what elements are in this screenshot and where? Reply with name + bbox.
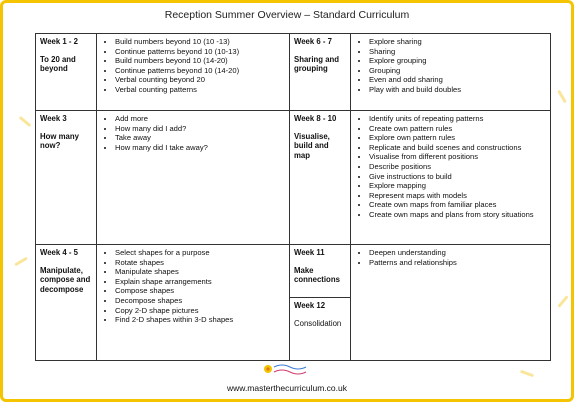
footer-url: www.masterthecurriculum.co.uk	[227, 383, 347, 393]
list-item: • Create own maps and plans from story situations	[369, 210, 546, 220]
week-cell	[290, 34, 351, 111]
list-item: • How many did I take away?	[115, 143, 285, 153]
list-item: • Give instructions to build	[369, 172, 546, 182]
list-item: • Represent maps with models	[369, 191, 546, 201]
content-cell	[351, 34, 551, 111]
list-item: • Build numbers beyond 10 (10 -13)	[115, 37, 285, 47]
topic-label: Consolidation	[294, 318, 342, 328]
content-list	[355, 37, 546, 95]
topic-label: To 20 and beyond	[40, 54, 76, 74]
content-cell	[97, 111, 290, 245]
list-item: • Patterns and relationships	[369, 258, 546, 268]
list-item: • Explore grouping	[369, 56, 546, 66]
topic-label: How many now?	[40, 131, 79, 151]
week-cell	[290, 111, 351, 245]
content-cell	[351, 111, 551, 245]
topic-label: Sharing and grouping	[294, 54, 340, 74]
list-item: • How many did I add?	[115, 124, 285, 134]
content-list	[101, 114, 285, 152]
topic-label: Visualise, build and map	[294, 131, 330, 160]
list-item: • Explore sharing	[369, 37, 546, 47]
content-list	[355, 248, 546, 267]
list-item: • Create own maps from familiar places	[369, 200, 546, 210]
overview-table	[35, 33, 551, 361]
topic-label: Make connections	[294, 265, 340, 285]
master-the-curriculum-logo	[262, 361, 312, 378]
week-cell	[36, 111, 97, 245]
list-item: • Play with and build doubles	[369, 85, 546, 95]
list-item: • Build numbers beyond 10 (14-20)	[115, 56, 285, 66]
week-label: Week 3	[40, 114, 67, 123]
list-item: • Manipulate shapes	[115, 267, 285, 277]
list-item: • Add more	[115, 114, 285, 124]
table-row	[36, 34, 551, 111]
list-item: • Describe positions	[369, 162, 546, 172]
list-item: • Deepen understanding	[369, 248, 546, 258]
week-label: Week 11	[294, 248, 325, 257]
list-item: • Select shapes for a purpose	[115, 248, 285, 258]
content-cell	[351, 245, 551, 361]
list-item: • Identify units of repeating patterns	[369, 114, 546, 124]
week-label: Week 4 - 5	[40, 248, 78, 257]
list-item: • Verbal counting beyond 20	[115, 75, 285, 85]
content-list	[101, 37, 285, 95]
week-part	[290, 297, 350, 331]
week-label: Week 12	[294, 301, 326, 310]
list-item: • Take away	[115, 133, 285, 143]
list-item: • Find 2-D shapes within 3-D shapes	[115, 315, 285, 325]
list-item: • Explore mapping	[369, 181, 546, 191]
list-item: • Continue patterns beyond 10 (14-20)	[115, 66, 285, 76]
week-cell	[36, 34, 97, 111]
list-item: • Explain shape arrangements	[115, 277, 285, 287]
topic-label: Manipulate, compose and decompose	[40, 265, 91, 294]
list-item: • Continue patterns beyond 10 (10-13)	[115, 47, 285, 57]
week-cell	[36, 245, 97, 361]
week-cell	[290, 245, 351, 361]
list-item: • Rotate shapes	[115, 258, 285, 268]
list-item: • Even and odd sharing	[369, 75, 546, 85]
content-list	[355, 114, 546, 220]
list-item: • Visualise from different positions	[369, 152, 546, 162]
week-label: Week 8 - 10	[294, 114, 337, 123]
week-part	[290, 245, 350, 297]
page-title: Reception Summer Overview – Standard Curriculum	[164, 9, 410, 21]
week-label: Week 6 - 7	[294, 37, 332, 46]
list-item: • Sharing	[369, 47, 546, 57]
content-cell	[97, 245, 290, 361]
list-item: • Replicate and build scenes and constructions	[369, 143, 546, 153]
list-item: • Decompose shapes	[115, 296, 285, 306]
list-item: • Grouping	[369, 66, 546, 76]
content-cell	[97, 34, 290, 111]
list-item: • Verbal counting patterns	[115, 85, 285, 95]
week-label: Week 1 - 2	[40, 37, 78, 46]
table-row	[36, 245, 551, 361]
list-item: • Compose shapes	[115, 286, 285, 296]
table-row	[36, 111, 551, 245]
list-item: • Copy 2-D shape pictures	[115, 306, 285, 316]
content-list	[101, 248, 285, 325]
list-item: • Explore own pattern rules	[369, 133, 546, 143]
list-item: • Create own pattern rules	[369, 124, 546, 134]
